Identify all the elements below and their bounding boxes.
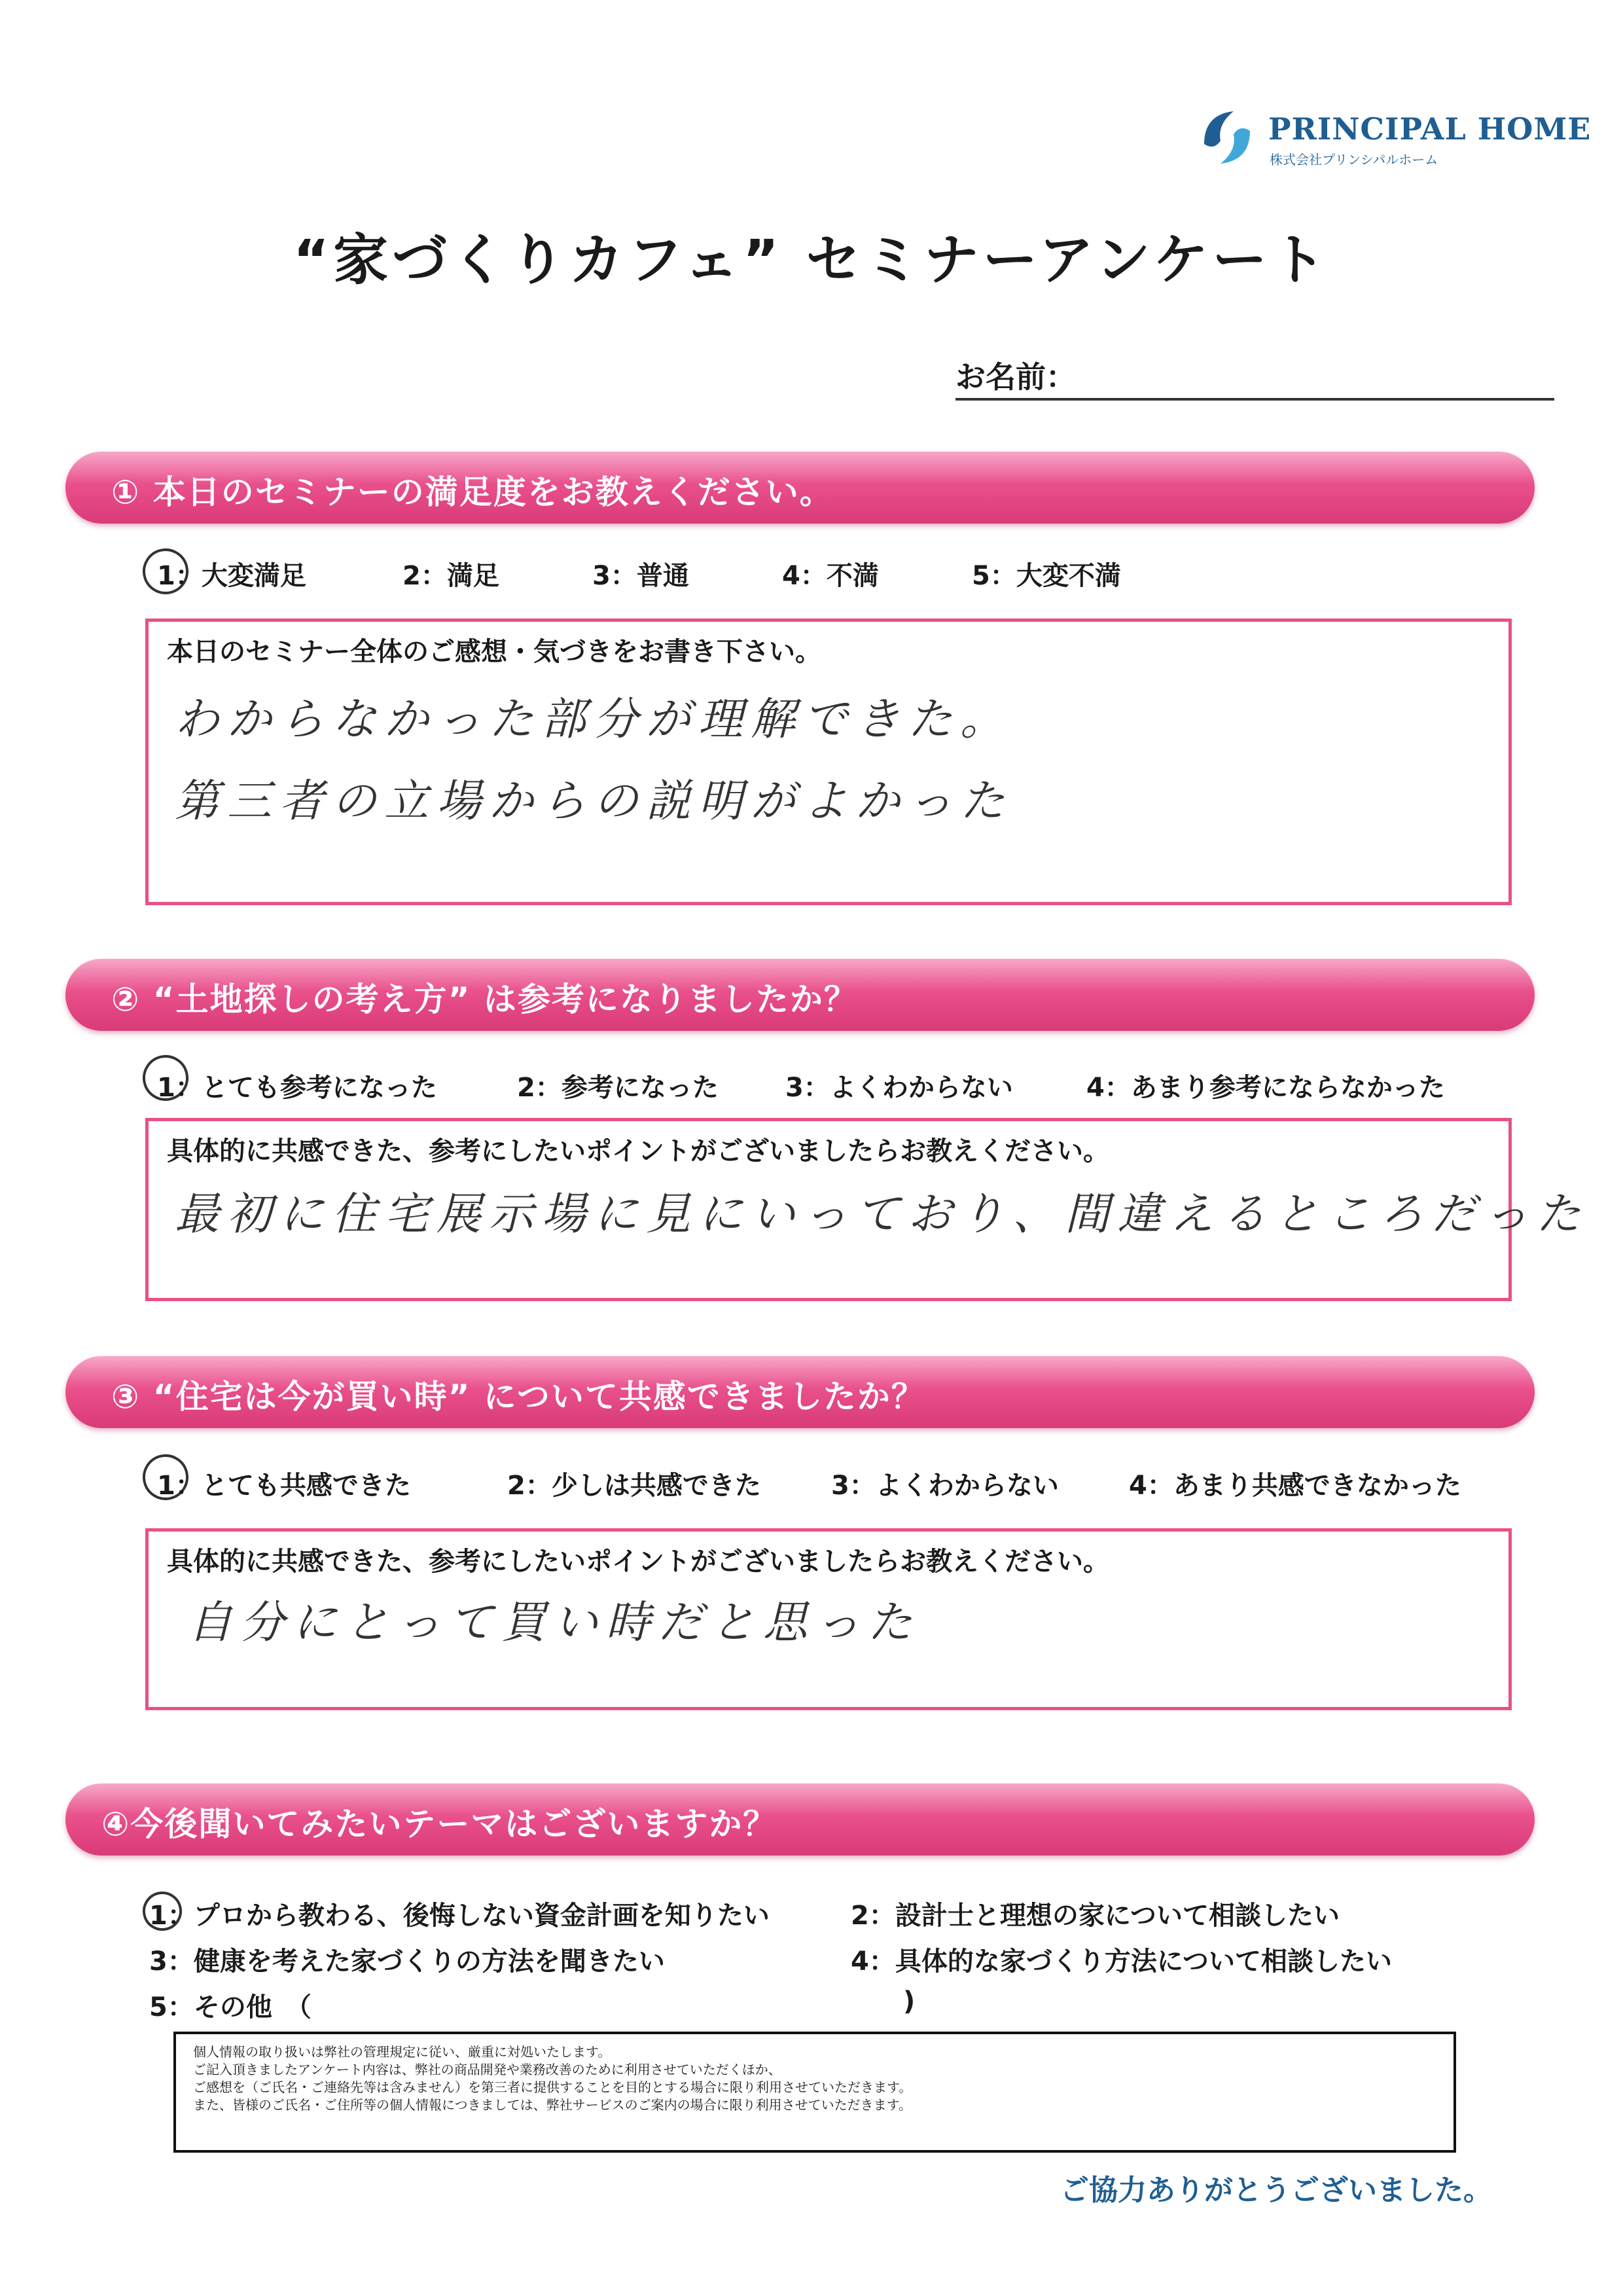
q3-option-2[interactable]: 2：少しは共感できた [507, 1471, 761, 1501]
company-logo [1198, 105, 1592, 177]
q1-option-3[interactable]: 3：普通 [592, 561, 689, 591]
logo-subtitle: 株式会社プリンシパルホーム [1270, 152, 1438, 168]
q3-option-4[interactable]: 4：あまり共感できなかった [1129, 1471, 1461, 1501]
q1-answer-line-1: わからなかった部分が理解できた。 [175, 694, 1013, 745]
section-header-q3 [65, 1356, 1535, 1428]
section-title-q3: ③ “住宅は今が買い時” について共感できましたか？ [111, 1378, 925, 1416]
q3-box-label: 具体的に共感できた、参考にしたいポイントがございましたらお教えください。 [167, 1547, 1109, 1577]
q4-option-2[interactable]: 2：設計士と理想の家について相談したい [851, 1901, 1340, 1931]
q1-option-1[interactable]: 1：大変満足 [157, 561, 306, 591]
section-header-q4 [65, 1784, 1535, 1856]
q3-option-1[interactable]: 1：とても共感できた [157, 1471, 411, 1501]
q3-comment-box[interactable] [145, 1528, 1512, 1710]
section-header-q1 [65, 452, 1535, 524]
q2-box-label: 具体的に共感できた、参考にしたいポイントがございましたらお教えください。 [167, 1136, 1109, 1166]
q1-option-2[interactable]: 2：満足 [402, 561, 499, 591]
q2-answer-line-1: 最初に住宅展示場に見にいっており、間違えるところだった [175, 1189, 1589, 1240]
q2-option-1[interactable]: 1：とても参考になった [157, 1073, 437, 1103]
name-field[interactable] [955, 398, 1554, 401]
logo-mark-icon [1198, 105, 1257, 170]
section-title-q4: ④今後聞いてみたいテーマはございますか？ [101, 1805, 777, 1843]
q1-box-label: 本日のセミナー全体のご感想・気づきをお書き下さい。 [167, 637, 821, 667]
q4-option-1[interactable]: 1：プロから教わる、後悔しない資金計画を知りたい [149, 1901, 770, 1931]
logo-name: PRINCIPAL HOME [1268, 111, 1592, 147]
q2-option-4[interactable]: 4：あまり参考にならなかった [1086, 1073, 1445, 1103]
privacy-line: また、皆様のご氏名・ご住所等の個人情報につきましては、弊社サービスのご案内の場合に限り利用させていただきます。 [193, 2097, 912, 2113]
section-title-q2: ② “土地探しの考え方” は参考になりましたか？ [111, 980, 858, 1018]
q4-option-5[interactable]: 5：その他 （ [149, 1992, 312, 2022]
q3-answer-line-1: 自分にとって買い時だと思った [188, 1597, 920, 1649]
section-header-q2 [65, 959, 1535, 1031]
q3-option-3[interactable]: 3：よくわからない [831, 1471, 1059, 1501]
name-label: お名前： [955, 359, 1076, 395]
q2-comment-box[interactable] [145, 1118, 1589, 1301]
privacy-line: ご記入頂きましたアンケート内容は、弊社の商品開発や業務改善のために利用させていただくほか、 [193, 2062, 781, 2077]
q4-option-3[interactable]: 3：健康を考えた家づくりの方法を聞きたい [149, 1946, 665, 1977]
section-title-q1: ① 本日のセミナーの満足度をお教えください。 [111, 473, 834, 511]
q1-comment-box[interactable] [145, 619, 1512, 905]
q4-option-5-close-paren: ) [903, 1986, 916, 2017]
q1-answer-line-2: 第三者の立場からの説明がよかった [175, 776, 1013, 827]
page-title: “家づくりカフェ” セミナーアンケート [293, 228, 1330, 292]
q2-option-3[interactable]: 3：よくわからない [785, 1073, 1013, 1103]
q4-option-4[interactable]: 4：具体的な家づくり方法について相談したい [851, 1946, 1393, 1977]
privacy-notice [173, 2032, 1456, 2153]
privacy-line: ご感想を（ご氏名・ご連絡先等は含みません）を第三者に提供することを目的とする場合に限り利用させていただきます。 [193, 2079, 912, 2095]
q2-option-2[interactable]: 2：参考になった [517, 1073, 719, 1103]
thanks-message: ご協力ありがとうございました。 [1060, 2174, 1492, 2207]
q1-option-4[interactable]: 4：不満 [782, 561, 879, 591]
privacy-line: 個人情報の取り扱いは弊社の管理規定に従い、厳重に対処いたします。 [193, 2044, 611, 2060]
q1-option-5[interactable]: 5：大変不満 [972, 561, 1121, 591]
